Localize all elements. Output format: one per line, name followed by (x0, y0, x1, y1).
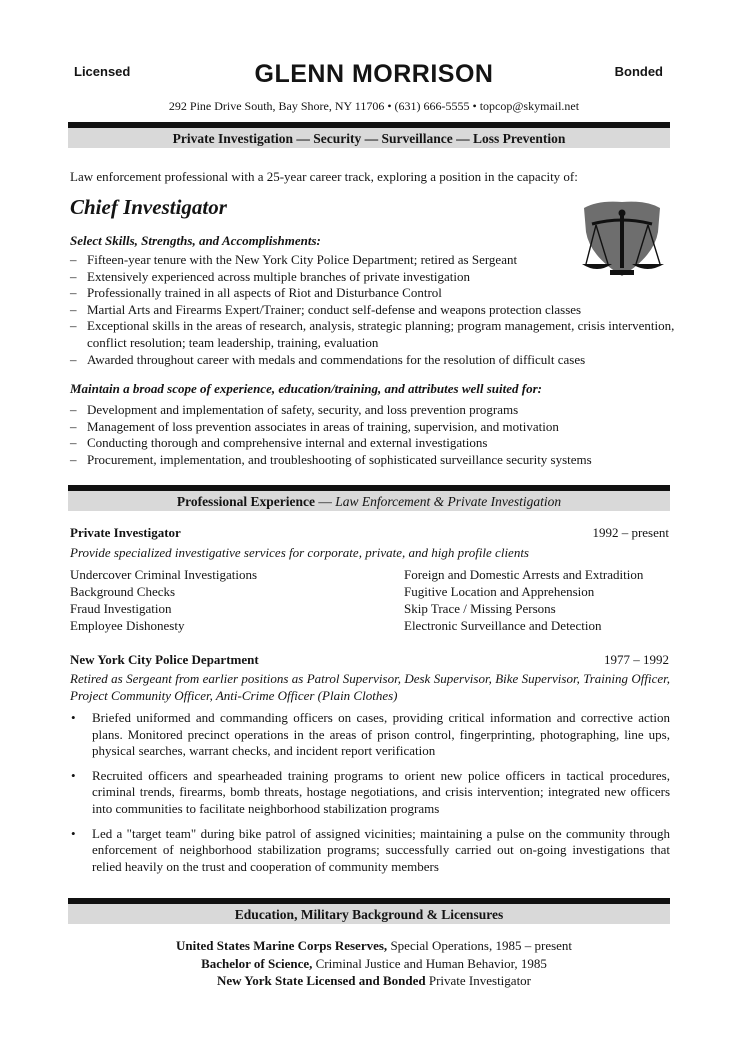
job2-summary: Retired as Sergeant from earlier positions as Patrol Supervisor, Desk Supervisor, Bike Supervisor, Training Officer, Project Community Officer, Anti-Crime Officer (Plain Clothes) (70, 671, 670, 703)
job1-skill: Employee Dishonesty (70, 618, 185, 633)
skill-item: – Professionally trained in all aspects of Riot and Disturbance Control (70, 285, 590, 302)
scope-item: – Conducting thorough and comprehensive internal and external investigations (70, 435, 670, 452)
experience-band (68, 485, 670, 511)
skill-item: – Exceptional skills in the areas of research, analysis, strategic planning; program management, crisis intervention, conflict resolution; team leadership, training, evaluation (70, 318, 677, 351)
job1-skills-left (70, 566, 257, 634)
scope-item: – Development and implementation of safety, security, and loss prevention programs (70, 402, 670, 419)
education-item-rest: Private Investigator (425, 973, 532, 988)
experience-band-subtitle: Law Enforcement & Private Investigation (335, 494, 562, 509)
education-list (0, 937, 748, 990)
education-item (0, 972, 748, 990)
specialties-band: Private Investigation — Security — Surveillance — Loss Prevention (68, 122, 670, 148)
summary-intro: Law enforcement professional with a 25-year career track, exploring a position in the capacity of: (70, 169, 578, 184)
scope-list (70, 402, 670, 468)
job1-skill: Electronic Surveillance and Detection (404, 618, 602, 633)
skills-list (70, 252, 675, 368)
education-item (0, 955, 748, 973)
job2-bullet: • Recruited officers and spearheaded training programs to orient new police officers in tactical procedures, criminal trends, firearms, bomb threats, hostage negotiations, and crisis intervention; integrated new officers into communities to facilitate neighborhood stabilization programs (70, 768, 670, 818)
job1-skill: Undercover Criminal Investigations (70, 567, 258, 582)
job2-bullet: • Led a "target team" during bike patrol of assigned vicinities; maintaining a pulse on the community through enforcement of neighborhood stabilization programs; successfully carried out on-going investigations that relied heavily on the trust and cooperation of community members (70, 826, 670, 876)
job1-skill: Fugitive Location and Apprehension (404, 584, 595, 599)
education-item-bold: New York State Licensed and Bonded (216, 973, 426, 988)
target-title: Chief Investigator (70, 195, 227, 219)
shield-scales-icon (578, 198, 666, 282)
job1-skill: Fraud Investigation (70, 601, 172, 616)
licensed-tag: Licensed (74, 64, 131, 79)
experience-band-separator: — (314, 494, 336, 509)
job1-title: Private Investigator (70, 525, 181, 540)
bonded-tag: Bonded (614, 64, 663, 79)
education-item-bold: Bachelor of Science, (201, 955, 313, 971)
education-item-rest: Special Operations, 1985 – present (387, 938, 573, 953)
education-item-bold: United States Marine Corps Reserves, (175, 938, 388, 953)
skill-item: – Fifteen-year tenure with the New York City Police Department; retired as Sergeant (70, 252, 590, 269)
skill-item: – Extensively experienced across multiple branches of private investigation (70, 269, 590, 286)
job1-skill: Skip Trace / Missing Persons (404, 601, 556, 616)
job1-dates: 1992 – present (592, 525, 669, 540)
job2-bullet: • Briefed uniformed and commanding officers on cases, providing critical information and corrective action plans. Monitored precinct operations in the areas of prison control, fingerprinting, photographing, line ups, physical searches, warrant checks, and incident report verification (70, 710, 670, 760)
candidate-name: GLENN MORRISON (254, 60, 494, 88)
education-item-rest: Criminal Justice and Human Behavior, 1985 (312, 955, 547, 971)
skills-heading: Select Skills, Strengths, and Accomplishments: (70, 233, 321, 248)
education-item (0, 937, 748, 955)
scope-heading: Maintain a broad scope of experience, education/training, and attributes well suited for: (70, 381, 542, 396)
job1-skill: Background Checks (70, 584, 176, 599)
scope-item: – Procurement, implementation, and troubleshooting of sophisticated surveillance security systems (70, 452, 670, 469)
job1-skills-right (404, 566, 643, 634)
job2-bullets (70, 710, 670, 883)
education-band: Education, Military Background & Licensures (68, 898, 670, 924)
scope-item: – Management of loss prevention associates in areas of training, supervision, and motivation (70, 419, 670, 436)
contact-line: 292 Pine Drive South, Bay Shore, NY 11706 • (631) 666-5555 • topcop@skymail.net (168, 99, 580, 113)
experience-band-title: Professional Experience (176, 494, 315, 509)
skill-item: – Awarded throughout career with medals and commendations for the resolution of difficult cases (70, 352, 677, 369)
skill-item: – Martial Arts and Firearms Expert/Trainer; conduct self-defense and weapons protection classes (70, 302, 677, 319)
job2-dates: 1977 – 1992 (604, 652, 669, 667)
job1-skill: Foreign and Domestic Arrests and Extradition (404, 567, 644, 582)
job2-title: New York City Police Department (70, 652, 259, 667)
job1-summary: Provide specialized investigative services for corporate, private, and high profile clients (70, 545, 529, 560)
